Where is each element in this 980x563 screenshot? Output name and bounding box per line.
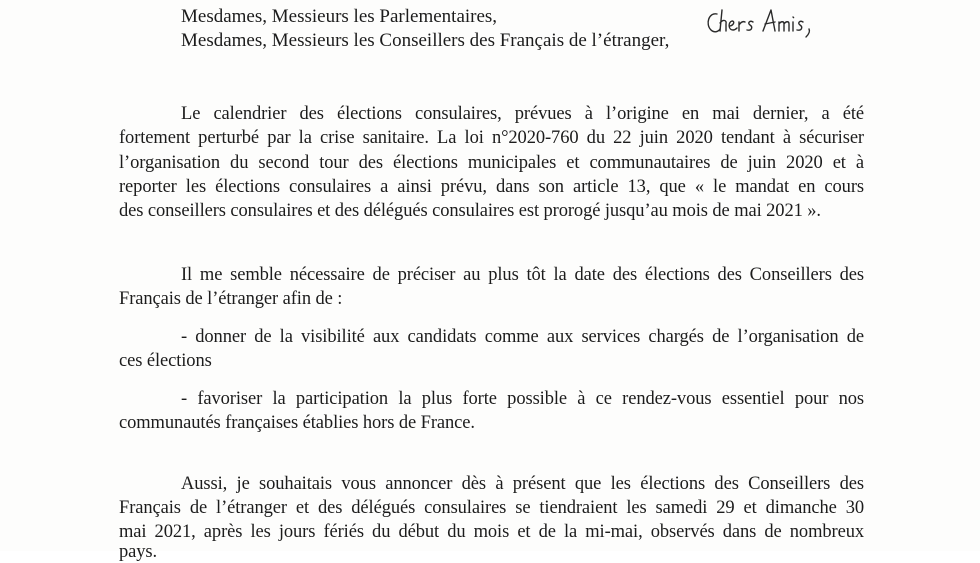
handwritten-greeting	[703, 4, 833, 44]
paragraph-3-line-2: Français de l’étranger et des délégués consulaires se tiendraient les samedi 29 et dimanche 30	[119, 498, 864, 518]
paragraph-3-line-4: pays.	[119, 542, 158, 562]
bullet-2-line-1: - favoriser la participation la plus forte possible à ce rendez-vous essentiel pour nos	[181, 389, 864, 409]
paragraph-1-line-5: des conseillers consulaires et des délégués consulaires est prorogé jusqu’au mois de mai 2021 ».	[119, 201, 821, 221]
salutation-line-1: Mesdames, Messieurs les Parlementaires,	[181, 6, 498, 27]
paragraph-3-line-1: Aussi, je souhaitais vous annoncer dès à présent que les élections des Conseillers des	[181, 474, 864, 494]
bullet-1-line-1: - donner de la visibilité aux candidats comme aux services chargés de l’organisation de	[181, 327, 864, 347]
bullet-2-line-2: communautés françaises établies hors de France.	[119, 413, 475, 433]
paragraph-1-line-1: Le calendrier des élections consulaires, prévues à l’origine en mai dernier, a été	[181, 104, 864, 124]
handwritten-greeting-icon	[703, 4, 833, 44]
salutation-line-2: Mesdames, Messieurs les Conseillers des Français de l’étranger,	[181, 30, 670, 51]
paragraph-3-line-3: mai 2021, après les jours fériés du début du mois et de la mi-mai, observés dans de nombreux	[119, 522, 864, 542]
bullet-1-line-2: ces élections	[119, 351, 212, 371]
paragraph-1-line-2: fortement perturbé par la crise sanitaire. La loi n°2020-760 du 22 juin 2020 tendant à sécuriser	[119, 128, 864, 148]
paragraph-2-line-2: Français de l’étranger afin de :	[119, 289, 343, 309]
paragraph-2-line-1: Il me semble nécessaire de préciser au plus tôt la date des élections des Conseillers des	[181, 265, 864, 285]
paragraph-1-line-4: reporter les élections consulaires a ainsi prévu, dans son article 13, que « le mandat en cours	[119, 177, 864, 197]
paragraph-1-line-3: l’organisation du second tour des élections municipales et communautaires de juin 2020 et à	[119, 153, 864, 173]
